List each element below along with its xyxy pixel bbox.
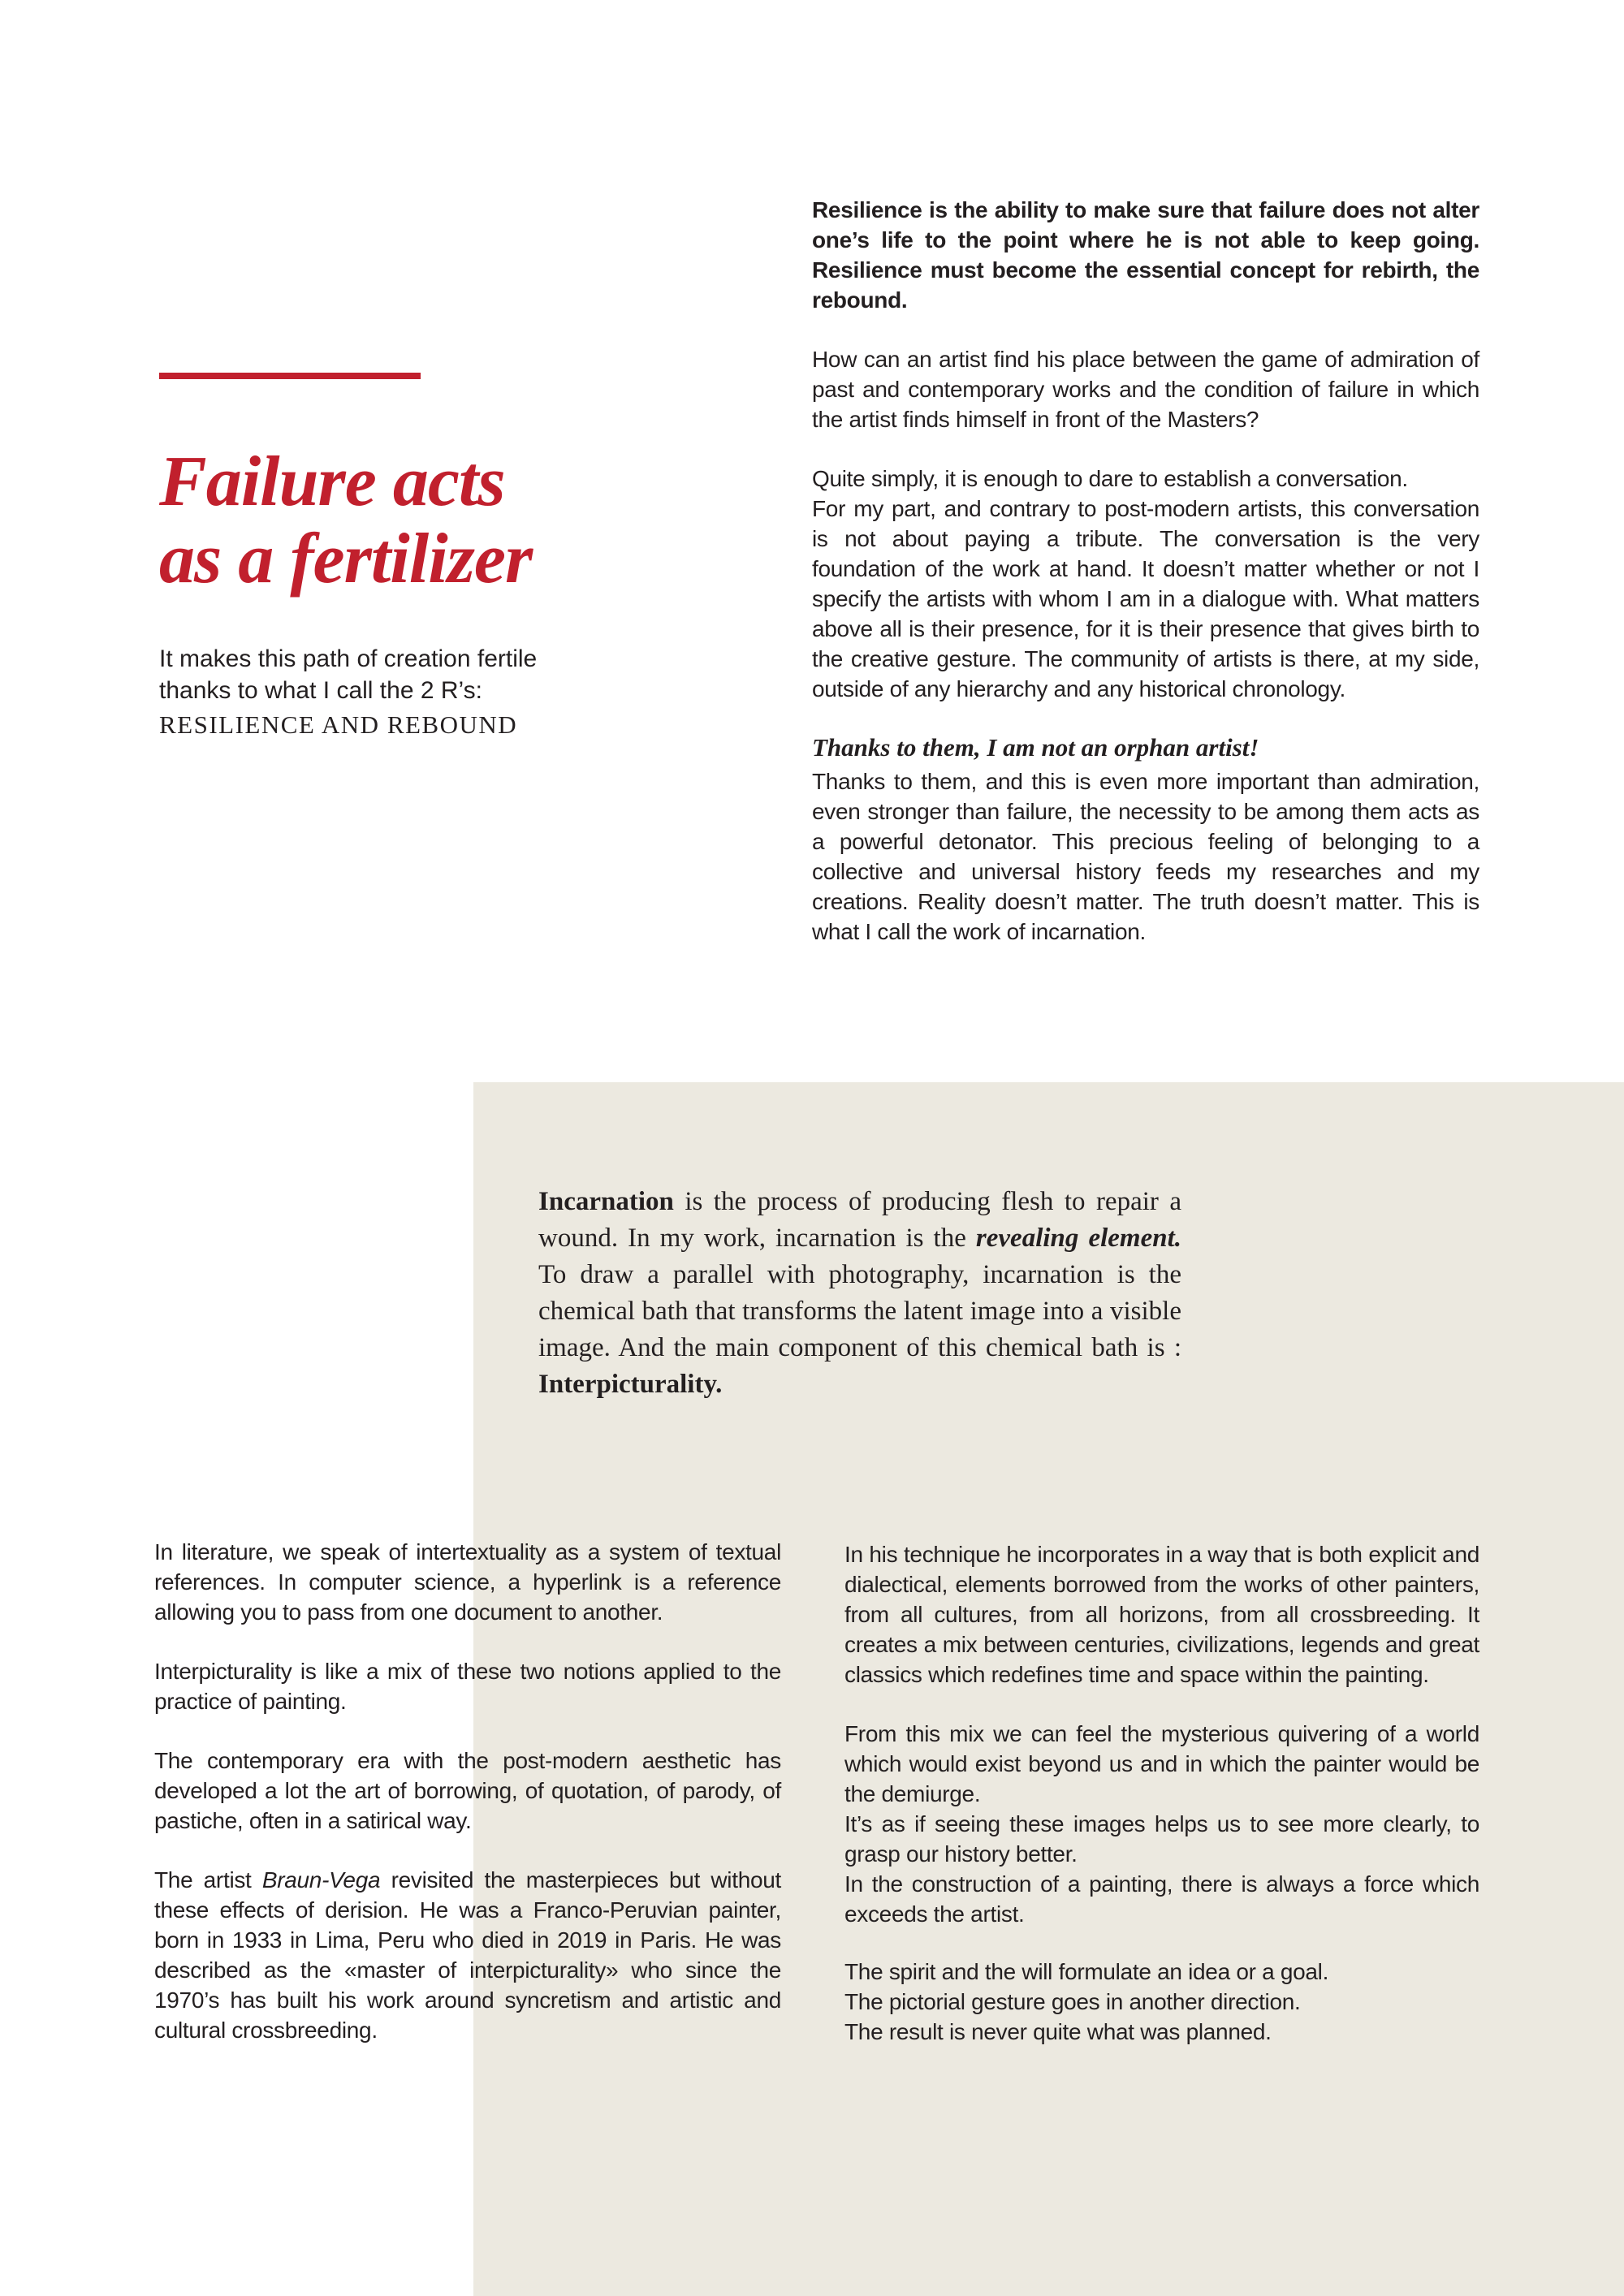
line-its-as-if: It’s as if seeing these images helps us to see more clearly, to grasp our history better. — [844, 1811, 1479, 1867]
line-quite-simply: Quite simply, it is enough to dare to establish a conversation. — [812, 466, 1408, 491]
paragraph-in-literature: In literature, we speak of intertextuality as a system of textual references. In computer science, a hyperlink is a reference allowing you to pass from one document to another. — [154, 1539, 781, 1625]
line-from-this-mix: From this mix we can feel the mysterious quivering of a world which would exist beyond us and in which the painter would be the demiurge. — [844, 1721, 1479, 1806]
interpicturality-term: Interpicturality. — [538, 1370, 723, 1399]
paragraph-how-can-an-artist: How can an artist find his place between the game of admiration of past and contemporary works and the condition of failure in which the artist finds himself in front of the Masters? — [812, 347, 1479, 432]
subtitle-caps-line: RESILIENCE AND REBOUND — [159, 710, 518, 739]
line-pictorial-gesture: The pictorial gesture goes in another direction. — [844, 1989, 1301, 2014]
paragraph-technique: In his technique he incorporates in a way that is both explicit and dialectical, elements borrowed from the works of other painters, from all cultures, from all horizons, from all crossbreeding. It creates a mix between centuries, civilizations, legends and great classics which redefines time and space within the painting. — [844, 1542, 1479, 1687]
revealing-element-term: revealing element. — [975, 1224, 1181, 1253]
paragraph-braun-vega — [154, 1865, 781, 2045]
paragraph-contemporary-era: The contemporary era with the post-modern aesthetic has developed a lot the art of borrowing, of quotation, of parody, of pastiche, often in a satirical way. — [154, 1748, 781, 1833]
line-the-spirit: The spirit and the will formulate an idea or a goal. — [844, 1959, 1329, 1984]
paragraph-conversation-group — [812, 464, 1479, 704]
artist-sentence-rest: revisited the masterpieces but without these effects of derision. He was a Franco-Peruvian painter, born in 1933 in Lima, Peru who died in 2019 in Paris. He was described as the «master of interpicturality» who since the 1970’s has built his work around syncretism and artistic and cultural crossbreeding. — [154, 1867, 781, 2043]
bottom-left-column — [154, 1537, 781, 2045]
incarnation-term: Incarnation — [538, 1187, 674, 1216]
incarnation-text-2: To draw a parallel with photography, incarnation is the chemical bath that transforms the latent image into a visible image. And the main component of this chemical bath is : — [538, 1260, 1181, 1362]
subtitle-line-1: It makes this path of creation fertile — [159, 645, 538, 672]
paragraph-spirit-group — [844, 1957, 1479, 2047]
line-in-the-construction: In the construction of a painting, there is always a force which exceeds the artist. — [844, 1871, 1479, 1927]
paragraph-mix-group — [844, 1719, 1479, 1929]
paragraph-for-my-part: For my part, and contrary to post-modern artists, this conversation is not about paying a tribute. The conversation is the very foundation of the work at hand. It doesn’t matter whether or not I specify the artists with whom I am in a dialogue with. What matters above all is their presence, for it is their presence that gives birth to the creative gesture. The community of artists is there, at my side, outside of any hierarchy and any historical chronology. — [812, 496, 1479, 701]
incarnation-paragraph — [538, 1184, 1181, 1403]
red-divider-rule — [159, 373, 421, 379]
line-the-result: The result is never quite what was planned. — [844, 2019, 1272, 2044]
title-line-1: Failure acts — [159, 442, 505, 521]
artist-name: Braun-Vega — [261, 1867, 381, 1892]
paragraph-thanks-to-them: Thanks to them, and this is even more important than admiration, even stronger than failure, the necessity to be among them acts as a powerful detonator. This precious feeling of belonging to a collective and universal history feeds my researches and my creations. Reality doesn’t matter. The truth doesn’t matter. This is what I call the work of incarnation. — [812, 769, 1479, 944]
article-subtitle — [159, 643, 537, 740]
bottom-right-column — [844, 1539, 1479, 2047]
incarnation-text-1: is the process of producing flesh to repair a wound. In my work, incarnation is the — [538, 1187, 1181, 1253]
subtitle-line-2: thanks to what I call the 2 R’s: — [159, 677, 482, 704]
intro-column — [812, 195, 1479, 947]
paragraph-interpicturality-mix: Interpicturality is like a mix of these two notions applied to the practice of painting. — [154, 1659, 781, 1714]
artist-sentence-start: The artist — [154, 1867, 262, 1892]
incarnation-pull-quote — [538, 1184, 1181, 1403]
article-title — [159, 443, 532, 598]
paragraph-resilience: Resilience is the ability to make sure that failure does not alter one’s life to the point where he is not able to keep going. Resilience must become the essential concept for rebirth, the rebound. — [812, 197, 1479, 313]
heading-orphan-artist: Thanks to them, I am not an orphan artist! — [812, 733, 1259, 762]
title-line-2: as a fertilizer — [159, 520, 533, 598]
